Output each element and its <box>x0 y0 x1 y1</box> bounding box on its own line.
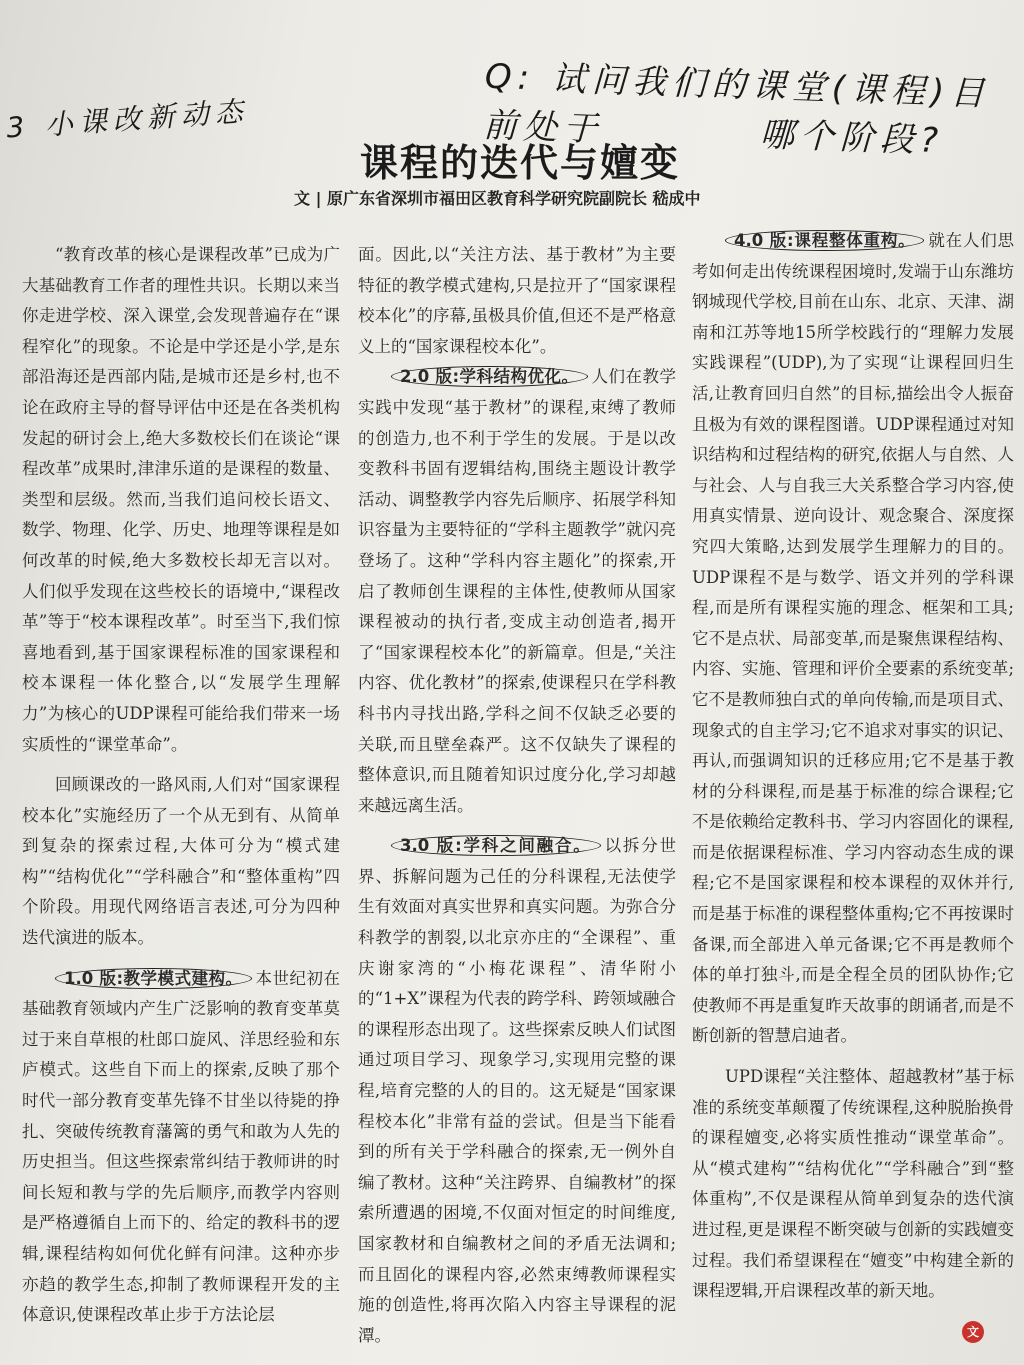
paragraph-intro: “教育改革的核心是课程改革”已成为广大基础教育工作者的理性共识。长期以来当你走进学校、深入课堂,会发现普遍存在“课程窄化”的现象。不论是中学还是小学,是东部沿海还是西部内陆,是城市还是乡村,也不论在政府主导的督导评估中还是在各类机构发起的研讨会上,绝大多数校长们在谈论“课程改革”成果时,津津乐道的是课程的数量、类型和层级。然而,当我们追问校长语文、数学、物理、化学、历史、地理等课程是如何改革的时候,绝大多数校长却无言以对。人们似乎发现在这些校长的语境中,“课程改革”等于“校本课程改革”。时至当下,我们惊喜地看到,基于国家课程标准的国家课程和校本课程一体化整合,以“发展学生理解力”为核心的UDP课程可能给我们带来一场实质性的“课堂革命”。 <box>22 245 340 754</box>
handwritten-question-line2: 哪个阶段? <box>759 114 945 162</box>
version-2-text: 人们在教学实践中发现“基于教材”的课程,束缚了教师的创造力,也不利于学生的发展。于是以改变教科书固有逻辑结构,围绕主题设计教学活动、调整教学内容先后顺序、拓展学科知识容量为主要特征的“学科主题教学”就闪亮登场了。这种“学科内容主题化”的探索,开启了教师创生课程的主体性,使教师从国家课程被动的执行者,变成主动创造者,揭开了“国家课程校本化”的新篇章。但是,“关注内容、优化教材”的探索,使课程只在学科教科书内寻找出路,学科之间不仅缺乏必要的关联,而且壁垒森严。这不仅缺失了课程的整体意识,而且随着知识过度分化,学习却越来越远离生活。 <box>358 367 677 815</box>
version-4-text: 就在人们思考如何走出传统课程困境时,发端于山东潍坊钢城现代学校,目前在山东、北京、天津、湖南和江苏等地15所学校践行的“理解力发展实践课程”(UDP),为了实现“让课程回归生活,让教育回归自然”的目标,描绘出令人振奋且极为有效的课程图谱。UDP课程通过对知识结构和过程结构的研究,依据人与自然、人与社会、人与自我三大关系整合学习内容,使用真实情景、逆向设计、观念聚合、深度探究四大策略,达到发展学生理解力的目的。UDP课程不是与数学、语文并列的学科课程,而是所有课程实施的理念、框架和工具;它不是点状、局部变革,而是聚焦课程结构、内容、实施、管理和评价全要素的系统变革;它不是教师独白式的单向传输,而是项目式、现象式的自主学习;它不追求对事实的识记、再认,而强调知识的迁移应用;它不是基于教材的分科课程,而是基于标准的综合课程;它不是依赖给定教科书、学习内容固化的课程,而是依据课程标准、学习内容动态生成的课程;它不是国家课程和校本课程的双休并行,而是基于标准的课程整体重构;它不再按课时备课,而全部进入单元备课;它不再是教师个体的单打独斗,而是全程全员的团队协作;它使教师不再是重复昨天故事的朗诵者,而是不断创新的智慧启迪者。 <box>692 231 1014 1046</box>
version-2-heading: 2.0 版:学科结构优化。 <box>391 366 588 387</box>
version-1-text: 本世纪初在基础教育领域内产生广泛影响的教育变革莫过于来自草根的杜郎口旋风、洋思经验和东庐模式。这些自下而上的探索,反映了那个时代一部分教育变革先锋不甘坐以待毙的挣扎、突破传统教育藩篱的勇气和敢为人先的历史担当。但这些探索常纠结于教师讲的时间长短和教与学的先后顺序,而教学内容则是严格遵循自上而下的、给定的教科书的逻辑,课程结构如何优化鲜有问津。这种亦步亦趋的教学生态,抑制了教师课程开发的主体意识,使课程改革止步于方法论层 <box>22 968 341 1325</box>
paragraph-version-2 <box>358 362 676 821</box>
paragraph-version-4 <box>692 226 1014 1052</box>
handwritten-question-line1: Q: 试问我们的课堂(课程)目前处于 <box>482 56 991 150</box>
version-3-heading: 3.0 版:学科之间融合。 <box>391 835 601 856</box>
handwritten-left-note: 3 小课改新动态 <box>5 94 250 145</box>
paragraph-version-1-continued: 面。因此,以“关注方法、基于教材”为主要特征的教学模式建构,只是拉开了“国家课程校本化”的序幕,虽极具价值,但还不是严格意义上的“国家课程校本化”。 <box>358 245 676 356</box>
version-4-heading: 4.0 版:课程整体重构。 <box>725 230 924 251</box>
article-column-3 <box>692 226 1014 1307</box>
paragraph-conclusion: UPD课程“关注整体、超越教材”基于标准的系统变革颠覆了传统课程,这种脱胎换骨的课程嬗变,必将实质性推动“课堂革命”。从“模式建构”“结构优化”“学科融合”到“整体重构”,不仅是课程从简单到复杂的迭代演进过程,更是课程不断突破与创新的实践嬗变过程。我们希望课程在“嬗变”中构建全新的课程逻辑,开启课程改革的新天地。 <box>692 1067 1014 1301</box>
article-column-1 <box>22 240 340 1331</box>
paragraph-version-1 <box>22 964 340 1331</box>
end-mark-icon: 文 <box>962 1321 984 1343</box>
article-column-2 <box>358 240 676 1351</box>
article-title: 课程的迭代与嬗变 <box>360 141 681 185</box>
article-byline: 文 | 原广东省深圳市福田区教育科学研究院副院长 嵇成中 <box>294 189 701 208</box>
version-1-heading: 1.0 版:教学模式建构。 <box>55 968 252 989</box>
paragraph-review: 回顾课改的一路风雨,人们对“国家课程校本化”实施经历了一个从无到有、从简单到复杂的探索过程,大体可分为“模式建构”“结构优化”“学科融合”和“整体重构”四个阶段。用现代网络语言表述,可分为四种迭代演进的版本。 <box>22 775 340 948</box>
version-3-text: 以拆分世界、拆解问题为己任的分科课程,无法使学生有效面对真实世界和真实问题。为弥合分科教学的割裂,以北京亦庄的“全课程”、重庆谢家湾的“小梅花课程”、清华附小的“1+X”课程为代表的跨学科、跨领域融合的课程形态出现了。这些探索反映人们试图通过项目学习、现象学习,实现用完整的课程,培育完整的人的目的。这无疑是“国家课程校本化”非常有益的尝试。但是当下能看到的所有关于学科融合的探索,无一例外自编了教材。这种“关注跨界、自编教材”的探索所遭遇的困境,不仅面对恒定的时间维度,国家教材和自编教材之间的矛盾无法调和;而且固化的课程内容,必然束缚教师课程实施的创造性,将再次陷入内容主导课程的泥潭。 <box>358 836 676 1345</box>
paragraph-version-3 <box>358 831 676 1351</box>
